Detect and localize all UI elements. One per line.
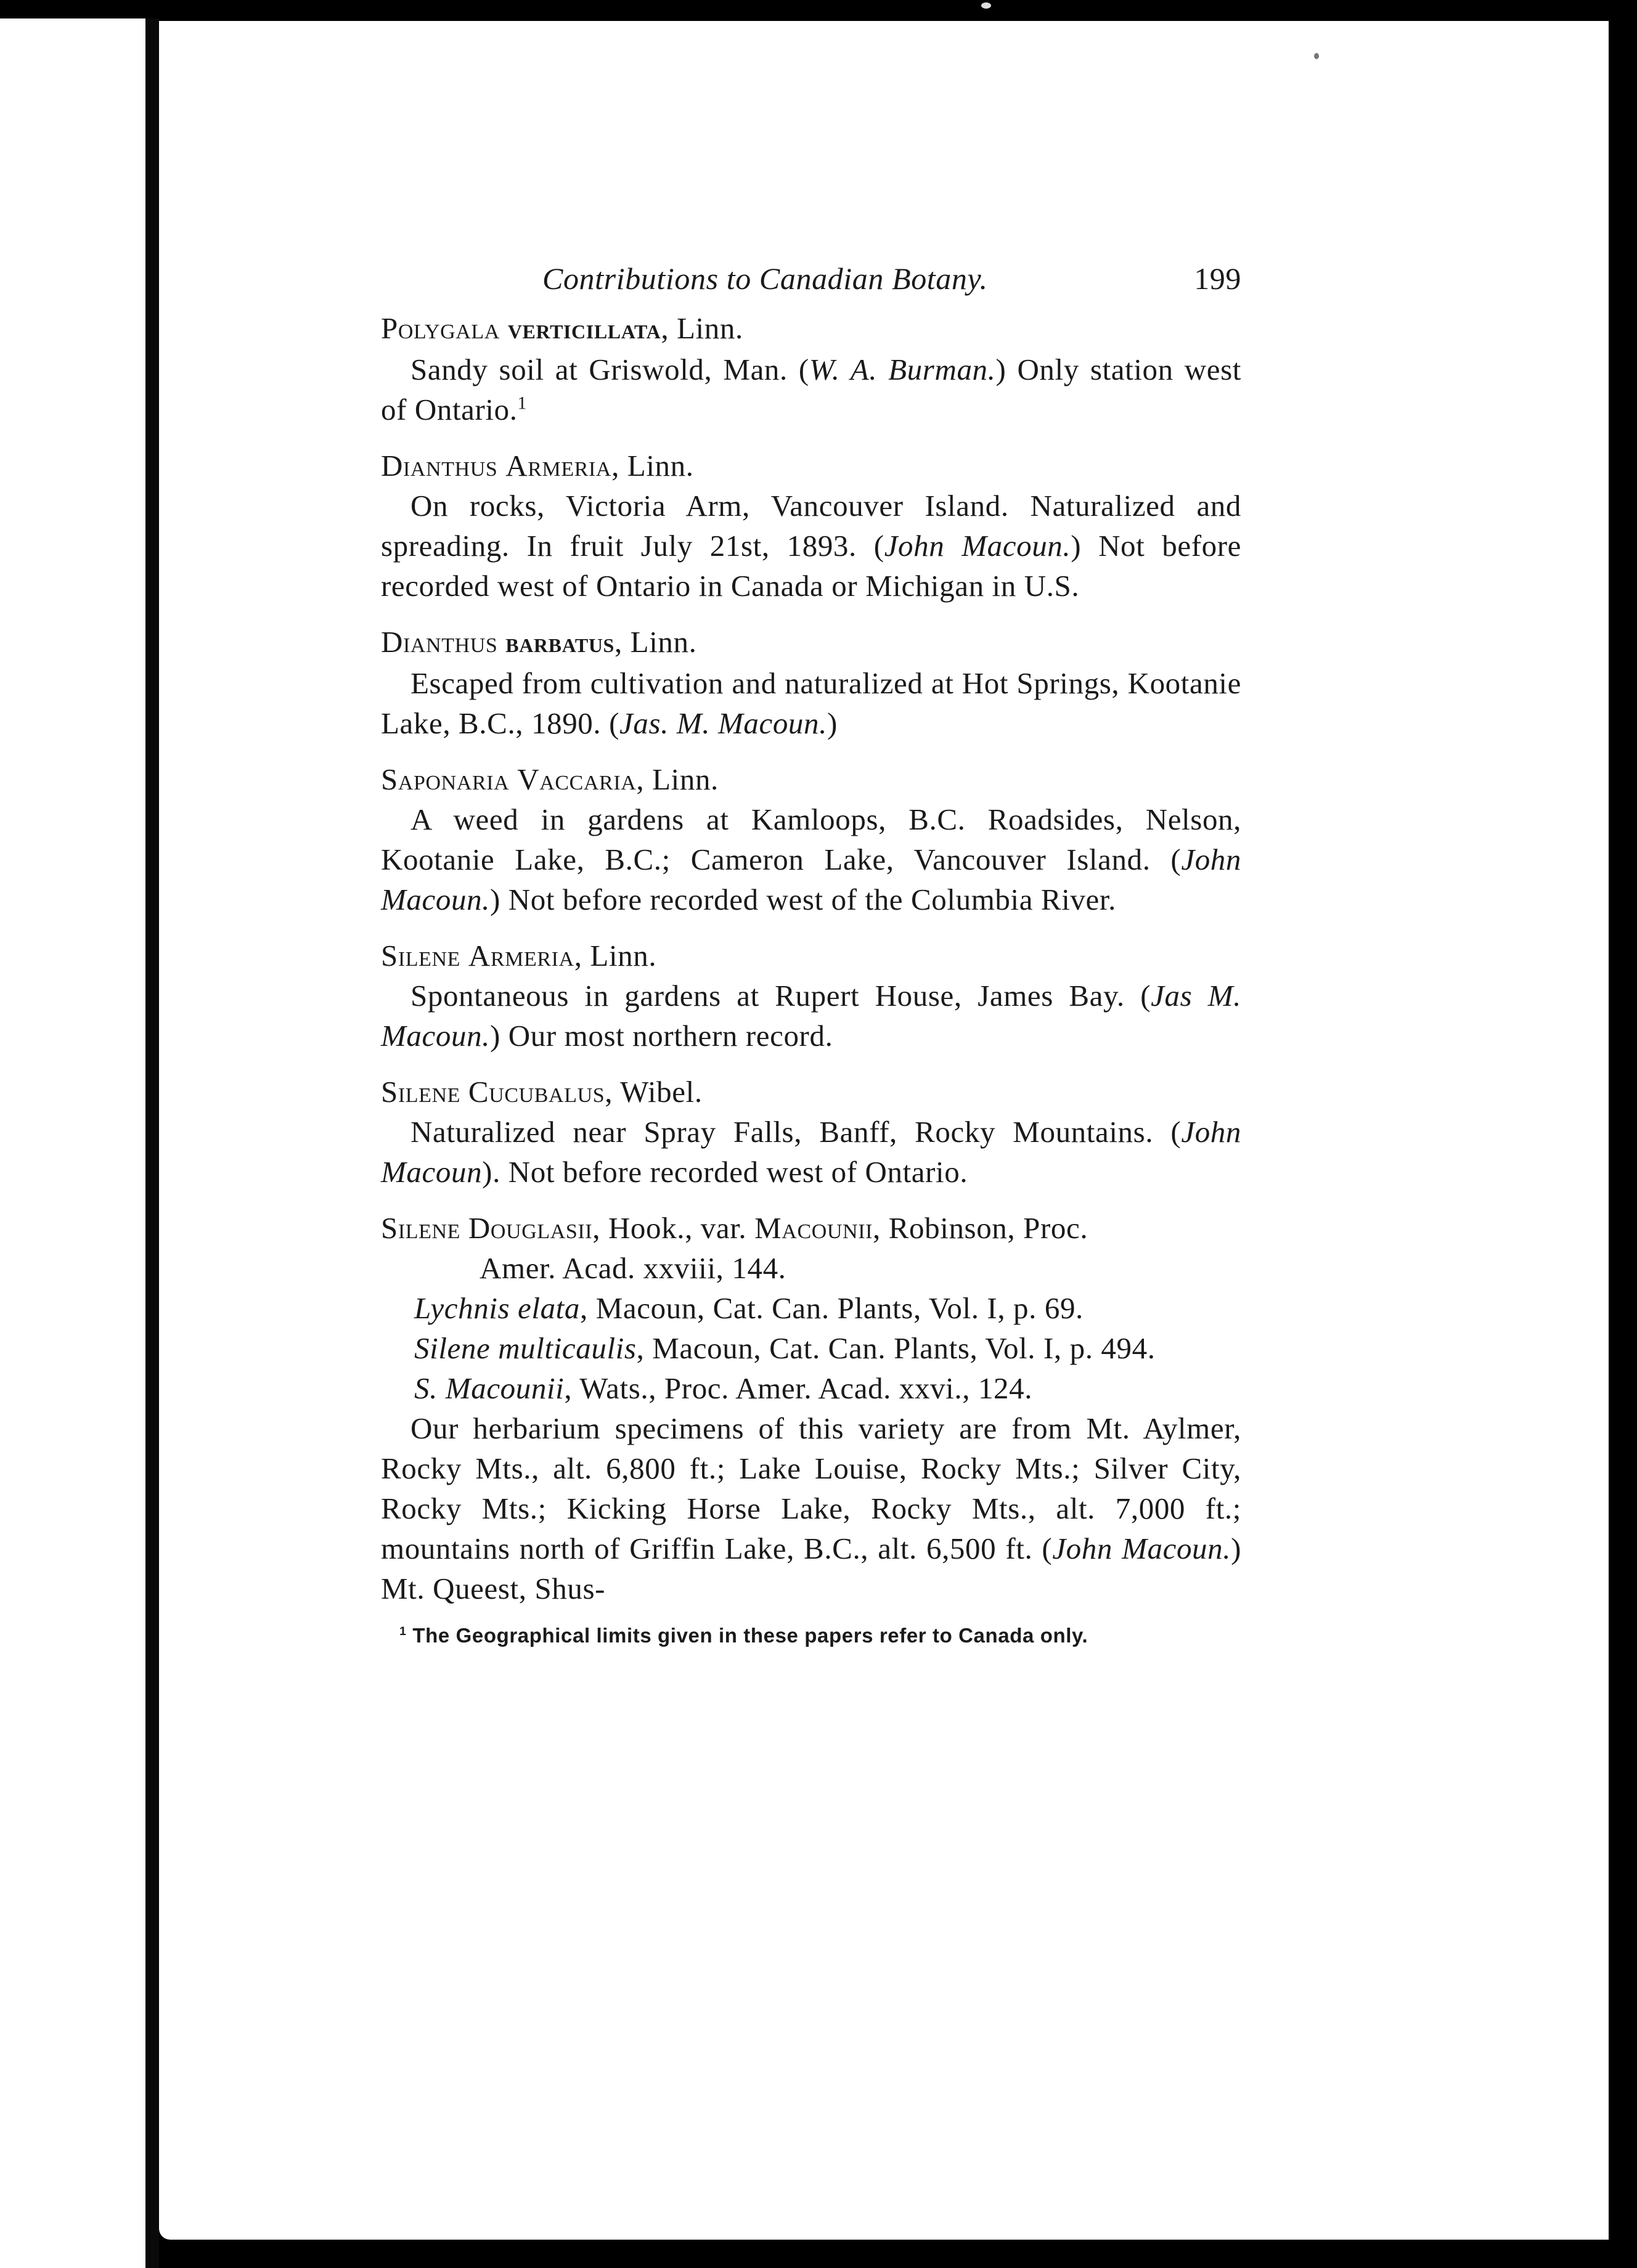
entry-heading [381, 1072, 1241, 1112]
entry-text [381, 1408, 1241, 1609]
species-name: Douglasii [468, 1211, 593, 1245]
synonym-ref: , Wats., Proc. Amer. Acad. xxvi., 124. [564, 1371, 1033, 1405]
entry-text-part: ). Not before recorded west of Ontario. [482, 1155, 968, 1189]
genus-name: Polygala [381, 311, 500, 345]
authority: , Linn. [611, 449, 694, 483]
species-entry [381, 936, 1241, 1056]
collector-name: John Macoun. [1052, 1532, 1231, 1565]
footnote-text: The Geographical limits given in these papers refer to Canada only. [412, 1624, 1088, 1647]
synonym-name: Silene multicaulis [414, 1331, 637, 1365]
synonym [381, 1288, 1241, 1328]
authority: , Linn. [661, 311, 743, 345]
species-name: barbatus [505, 627, 614, 658]
species-name: verticillata [507, 314, 661, 345]
entry-text-part: ) Our most northern record. [490, 1019, 833, 1053]
entry-text [381, 976, 1241, 1056]
citation: Amer. Acad. xxviii, 144. [480, 1251, 786, 1285]
entry-heading [381, 446, 1241, 486]
entry-text-part: Escaped from cultivation and naturalized at Hot Springs, Kootanie Lake, B.C., 1890. ( [381, 666, 1241, 740]
synonym-ref: , Macoun, Cat. Can. Plants, Vol. I, p. 69. [580, 1291, 1084, 1325]
collector-name: John Macoun. [381, 842, 1241, 916]
collector-name: W. A. Burman. [809, 353, 996, 386]
authority: , Linn. [636, 762, 719, 796]
page-content [381, 259, 1241, 1649]
authority: , Wibel. [605, 1075, 703, 1109]
entry-text [381, 1112, 1241, 1192]
running-title: Contributions to Canadian Botany. [542, 261, 988, 296]
genus-name: Saponaria [381, 762, 510, 796]
authority-2: , Robinson, Proc. [873, 1211, 1088, 1245]
footnote [381, 1622, 1241, 1649]
entry-heading [381, 936, 1241, 976]
species-entry [381, 308, 1241, 430]
entry-text [381, 486, 1241, 606]
facing-page-edge [0, 18, 145, 2268]
synonym-name: Lychnis elata [414, 1291, 580, 1325]
synonym [381, 1368, 1241, 1408]
paper-speck [1314, 53, 1319, 59]
running-head [381, 259, 1241, 308]
species-entry [381, 1208, 1241, 1609]
entry-text-part: Spontaneous in gardens at Rupert House, James Bay. ( [410, 979, 1151, 1013]
entry-text-part: ) Only station west of Ontario. [381, 353, 1241, 426]
entry-text-part: ) Not before recorded west of Ontario in Canada or Michigan in U.S. [381, 529, 1241, 603]
page-gutter [145, 18, 159, 2268]
synonym-name: S. Macounii [414, 1371, 565, 1405]
species-entry [381, 1072, 1241, 1192]
collector-name: Jas M. Macoun. [381, 979, 1241, 1053]
entry-text [381, 663, 1241, 743]
page-number: 199 [1194, 261, 1241, 296]
authority: , Linn. [574, 939, 657, 973]
genus-name: Silene [381, 939, 461, 973]
species-entry [381, 446, 1241, 606]
variety-name: Macounii [754, 1211, 873, 1245]
entry-text-part: Our herbarium specimens of this variety are from Mt. Aylmer, Rocky Mts., alt. 6,800 ft.; Lake Louise, Rocky Mts.; Silver City, Rocky Mts.; Kicking Horse Lake, Rocky Mts., alt. 7,000 ft.; mountains north of Griffin Lake, B.C., alt. 6,500 ft. ( [381, 1411, 1241, 1565]
species-name: Vaccaria [517, 762, 637, 796]
entry-text [381, 349, 1241, 430]
entry-text-part: Naturalized near Spray Falls, Banff, Rocky Mountains. ( [410, 1115, 1182, 1149]
genus-name: Dianthus [381, 449, 498, 483]
authority: , Hook., var. [592, 1211, 755, 1245]
entry-heading [381, 1208, 1241, 1248]
footnote-ref: 1 [517, 393, 527, 414]
entry-heading [381, 622, 1241, 663]
authority: , Linn. [614, 625, 697, 659]
entry-text-part: ) Mt. Queest, Shus- [381, 1532, 1242, 1605]
species-entry [381, 622, 1241, 743]
entry-text-part: ) Not before recorded west of the Columbia River. [490, 883, 1116, 916]
collector-name: Jas. M. Macoun. [619, 706, 827, 740]
synonym [381, 1328, 1241, 1368]
collector-name: John Macoun. [884, 529, 1071, 563]
entry-heading [381, 759, 1241, 799]
scan-border-right [1609, 18, 1637, 2268]
species-name: Cucubalus [468, 1075, 605, 1109]
entry-text-part: ) [827, 706, 838, 740]
species-name: Armeria [505, 449, 612, 483]
paper-speck [981, 2, 991, 9]
entry-text-part: Sandy soil at Griswold, Man. ( [410, 353, 809, 386]
species-entry [381, 759, 1241, 920]
species-name: Armeria [468, 939, 574, 973]
scan-border-top [0, 0, 1637, 18]
entry-heading [381, 308, 1241, 349]
genus-name: Silene [381, 1075, 461, 1109]
collector-name: John Macoun [381, 1115, 1241, 1189]
genus-name: Dianthus [381, 625, 498, 659]
genus-name: Silene [381, 1211, 461, 1245]
entry-text-part: A weed in gardens at Kamloops, B.C. Roadsides, Nelson, Kootanie Lake, B.C.; Cameron Lake, Vancouver Island. ( [381, 802, 1241, 876]
footnote-mark: 1 [399, 1625, 407, 1638]
synonym-ref: , Macoun, Cat. Can. Plants, Vol. I, p. 494. [636, 1331, 1156, 1365]
entry-text [381, 799, 1241, 920]
entry-text-part: On rocks, Victoria Arm, Vancouver Island. Naturalized and spreading. In fruit July 21st, 1893. ( [381, 489, 1241, 563]
